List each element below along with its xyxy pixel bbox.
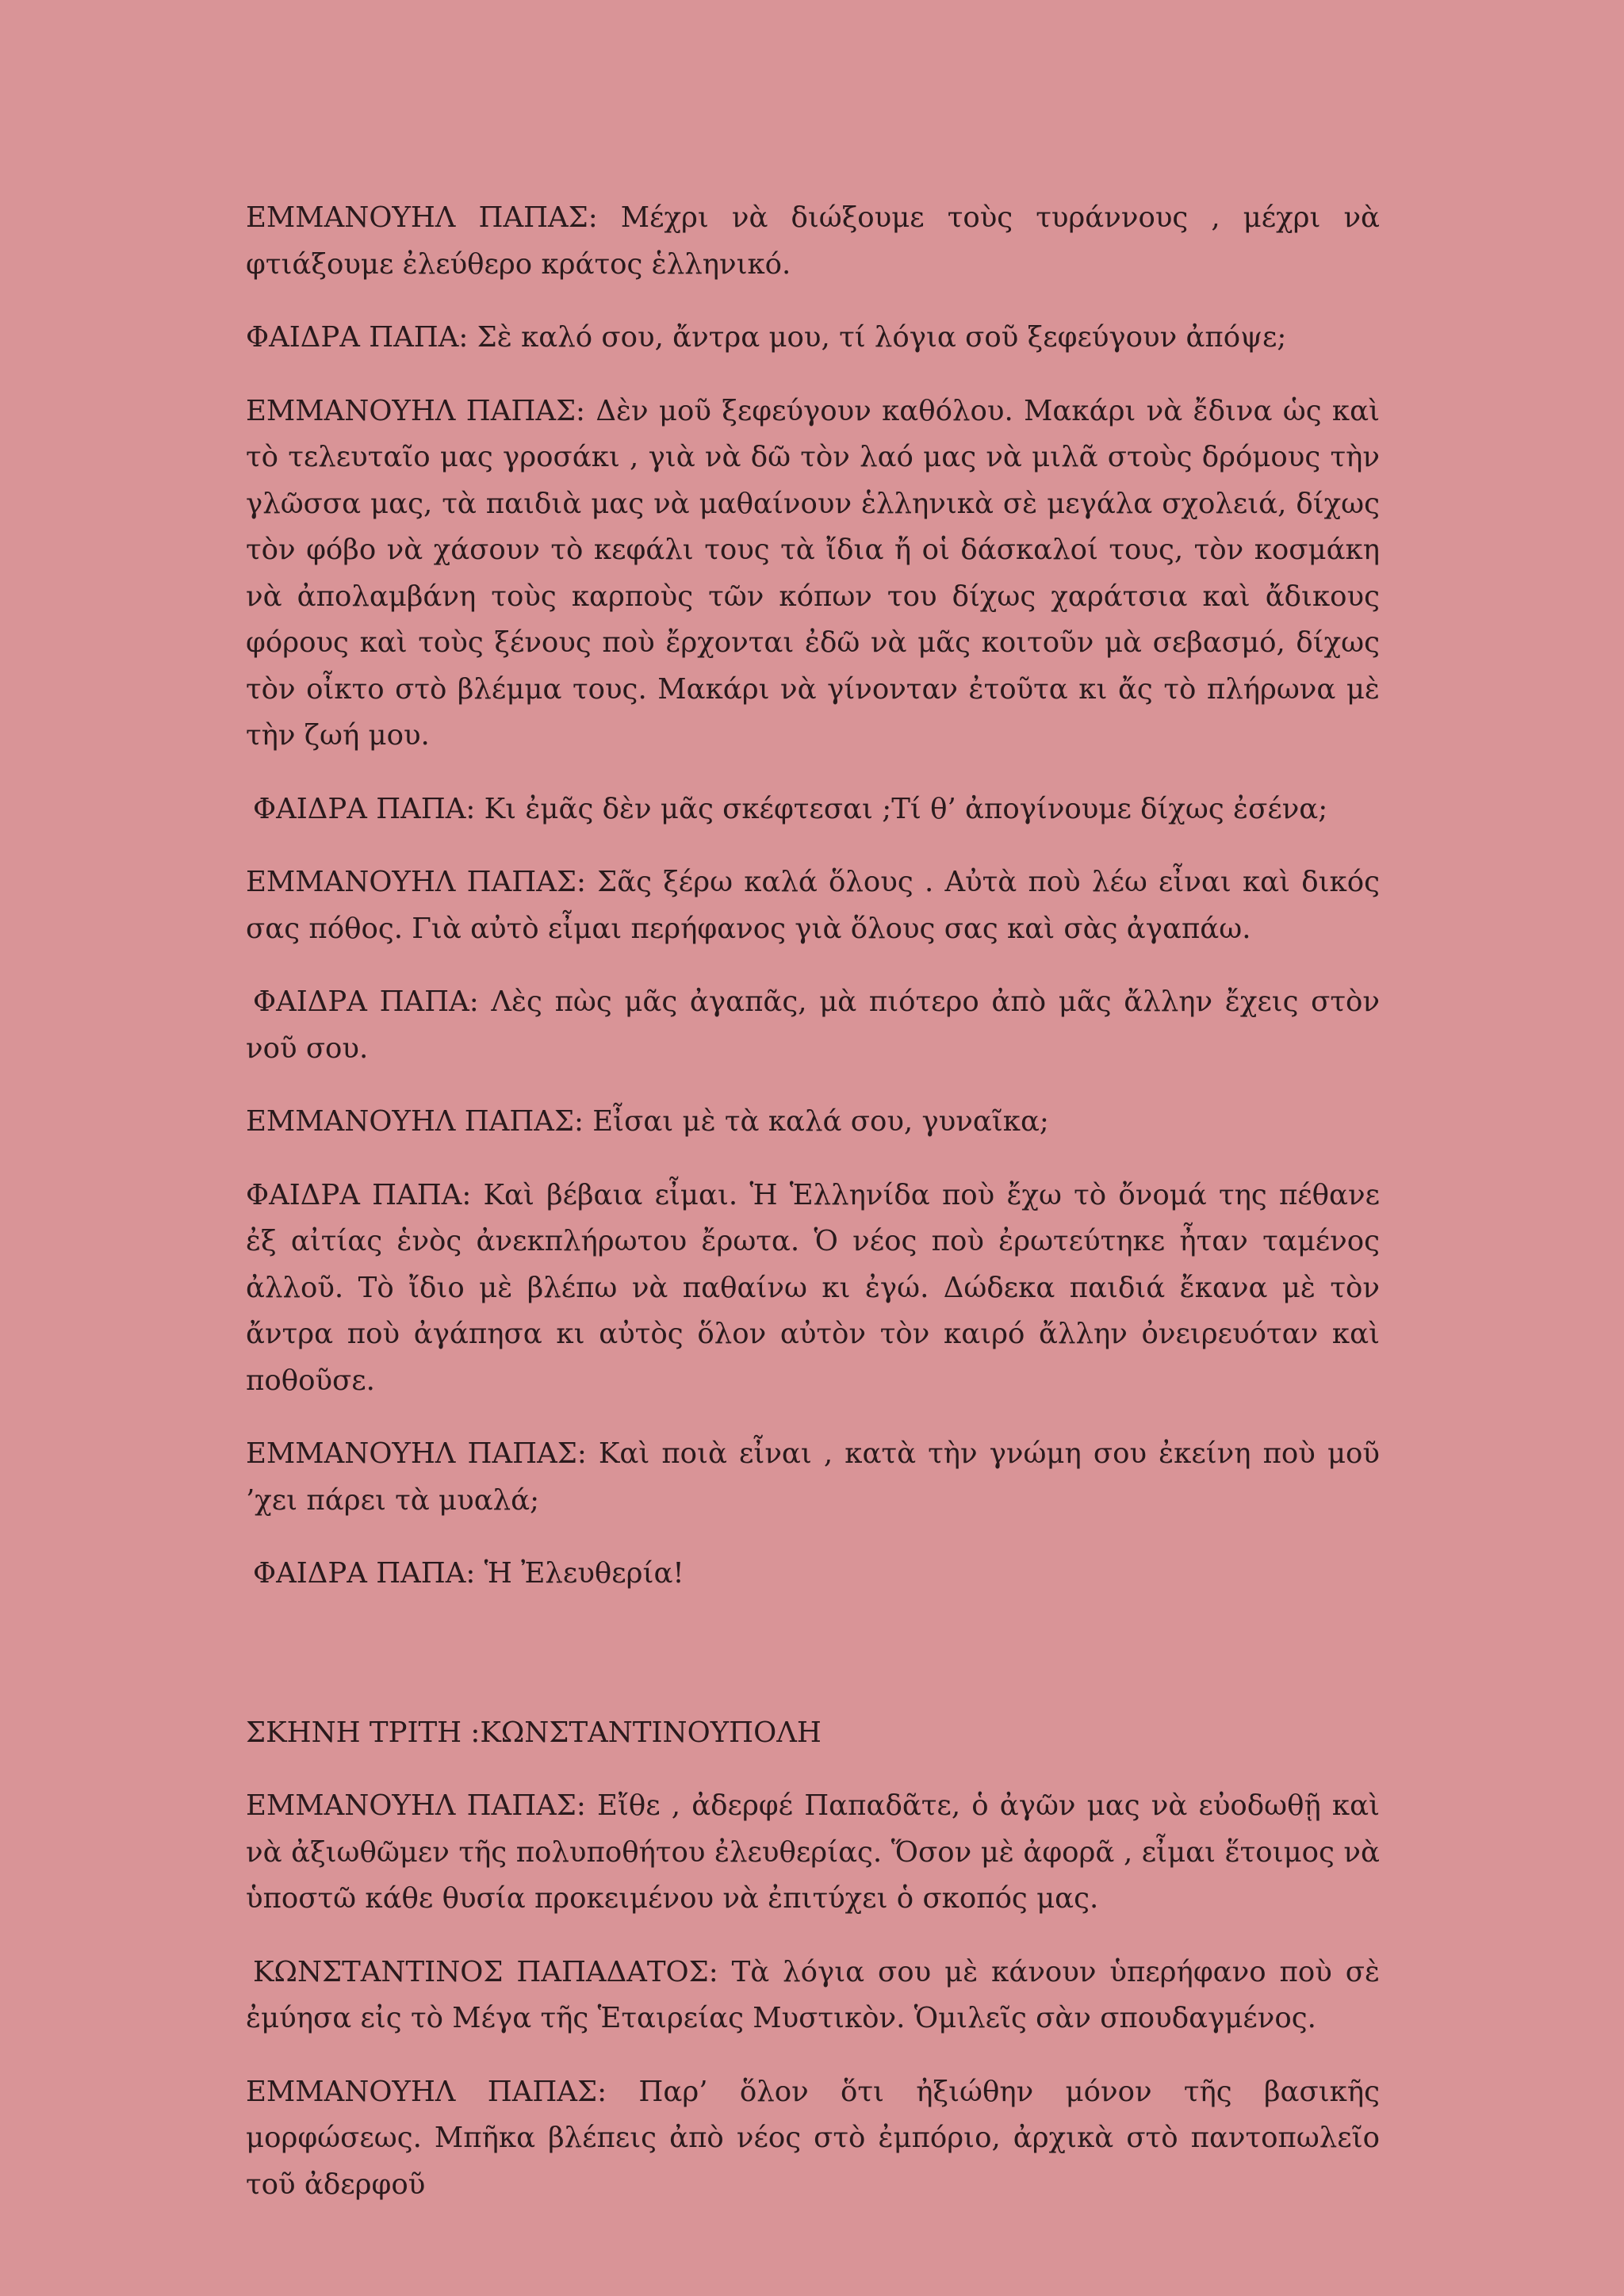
dialogue-paragraph: ΦΑΙΔΡΑ ΠΑΠΑ: Καὶ βέβαια εἶμαι. Ἡ Ἑλληνίδα ποὺ ἔχω τὸ ὄνομά της πέθανε ἐξ αἰτίας ἑνὸς ἀνεκπλήρωτου ἔρωτα. Ὁ νέος ποὺ ἐρωτεύτηκε ἦταν ταμένος ἀλλοῦ. Τὸ ἴδιο μὲ βλέπω νὰ παθαίνω κι ἐγώ. Δώδεκα παιδιά ἔκανα μὲ τὸν ἄντρα ποὺ ἀγάπησα κι αὐτὸς ὅλον αὐτὸν τὸν καιρό ἄλλην ὀνειρευόταν καὶ ποθοῦσε. xyxy=(246,1178,1380,1397)
dialogue-paragraph: ΕΜΜΑΝΟΥΗΛ ΠΑΠΑΣ: Παρ’ ὅλον ὅτι ἠξιώθην μόνον τῆς βασικῆς μορφώσεως. Μπῆκα βλέπεις ἀπὸ νέος στὸ ἐμπόριο, ἀρχικὰ στὸ παντοπωλεῖο τοῦ ἀδερφοῦ xyxy=(246,2075,1380,2201)
dialogue-paragraph: ΕΜΜΑΝΟΥΗΛ ΠΑΠΑΣ: Καὶ ποιὰ εἶναι , κατὰ τὴν γνώμη σου ἐκείνη ποὺ μοῦ ’χει πάρει τὰ μυαλά; xyxy=(246,1437,1380,1517)
document-page xyxy=(246,195,1380,2235)
dialogue-paragraph: ΕΜΜΑΝΟΥΗΛ ΠΑΠΑΣ: Εἶσαι μὲ τὰ καλά σου, γυναῖκα; xyxy=(246,1105,1049,1138)
dialogue-paragraph: ΦΑΙΔΡΑ ΠΑΠΑ: Λὲς πὼς μᾶς ἀγαπᾶς, μὰ πιότερο ἀπὸ μᾶς ἄλλην ἔχεις στὸν νοῦ σου. xyxy=(246,985,1380,1065)
dialogue-paragraph: ΕΜΜΑΝΟΥΗΛ ΠΑΠΑΣ: Εἴθε , ἀδερφέ Παπαδᾶτε, ὁ ἀγῶν μας νὰ εὐοδωθῇ καὶ νὰ ἀξιωθῶμεν τῆς πολυποθήτου ἐλευθερίας. Ὅσον μὲ ἀφορᾶ , εἶμαι ἕτοιμος νὰ ὑποστῶ κάθε θυσία προκειμένου νὰ ἐπιτύχει ὁ σκοπός μας. xyxy=(246,1789,1380,1915)
dialogue-paragraph: ΦΑΙΔΡΑ ΠΑΠΑ: Ἡ Ἐλευθερία! xyxy=(253,1557,684,1590)
dialogue-paragraph: ΕΜΜΑΝΟΥΗΛ ΠΑΠΑΣ: Σᾶς ξέρω καλά ὅλους . Αὐτὰ ποὺ λέω εἶναι καὶ δικός σας πόθος. Γιὰ αὐτὸ εἶμαι περήφανος γιὰ ὅλους σας καὶ σὰς ἀγαπάω. xyxy=(246,866,1380,945)
dialogue-paragraph: ΦΑΙΔΡΑ ΠΑΠΑ: Κι ἐμᾶς δὲν μᾶς σκέφτεσαι ;Τί θ’ ἀπογίνουμε δίχως ἐσένα; xyxy=(253,792,1328,825)
dialogue-paragraph: ΕΜΜΑΝΟΥΗΛ ΠΑΠΑΣ: Μέχρι νὰ διώξουμε τοὺς τυράννους , μέχρι νὰ φτιάξουμε ἐλεύθερο κράτος ἑλληνικό. xyxy=(246,201,1380,281)
dialogue-paragraph: ΕΜΜΑΝΟΥΗΛ ΠΑΠΑΣ: Δὲν μοῦ ξεφεύγουν καθόλου. Μακάρι νὰ ἔδινα ὡς καὶ τὸ τελευταῖο μας γροσάκι , γιὰ νὰ δῶ τὸν λαό μας νὰ μιλᾶ στοὺς δρόμους τὴν γλῶσσα μας, τὰ παιδιὰ μας νὰ μαθαίνουν ἑλληνικὰ σὲ μεγάλα σχολειά, δίχως τὸν φόβο νὰ χάσουν τὸ κεφάλι τους τὰ ἴδια ἤ οἱ δάσκαλοί τους, τὸν κοσμάκη νὰ ἀπολαμβάνη τοὺς καρποὺς τῶν κόπων του δίχως χαράτσια καὶ ἄδικους φόρους καὶ τοὺς ξένους ποὺ ἔρχονται ἐδῶ νὰ μᾶς κοιτοῦν μὰ σεβασμό, δίχως τὸν οἶκτο στὸ βλέμμα τους. Μακάρι νὰ γίνονταν ἐτοῦτα κι ἄς τὸ πλήρωνα μὲ τὴν ζωή μου. xyxy=(246,394,1380,752)
dialogue-paragraph: ΚΩΝΣΤΑΝΤΙΝΟΣ ΠΑΠΑΔΑΤΟΣ: Τὰ λόγια σου μὲ κάνουν ὑπερήφανο ποὺ σὲ ἐμύησα εἰς τὸ Μέγα τῆς Ἑταιρείας Μυστικὸν. Ὁμιλεῖς σὰν σπουδαγμένος. xyxy=(246,1955,1380,2034)
scene-spacer xyxy=(246,1624,1380,1710)
scene-heading: ΣΚΗΝΗ ΤΡΙΤΗ :ΚΩΝΣΤΑΝΤΙΝΟΥΠΟΛΗ xyxy=(246,1716,822,1749)
dialogue-paragraph: ΦΑΙΔΡΑ ΠΑΠΑ: Σὲ καλό σου, ἄντρα μου, τί λόγια σοῦ ξεφεύγουν ἀπόψε; xyxy=(246,321,1287,354)
